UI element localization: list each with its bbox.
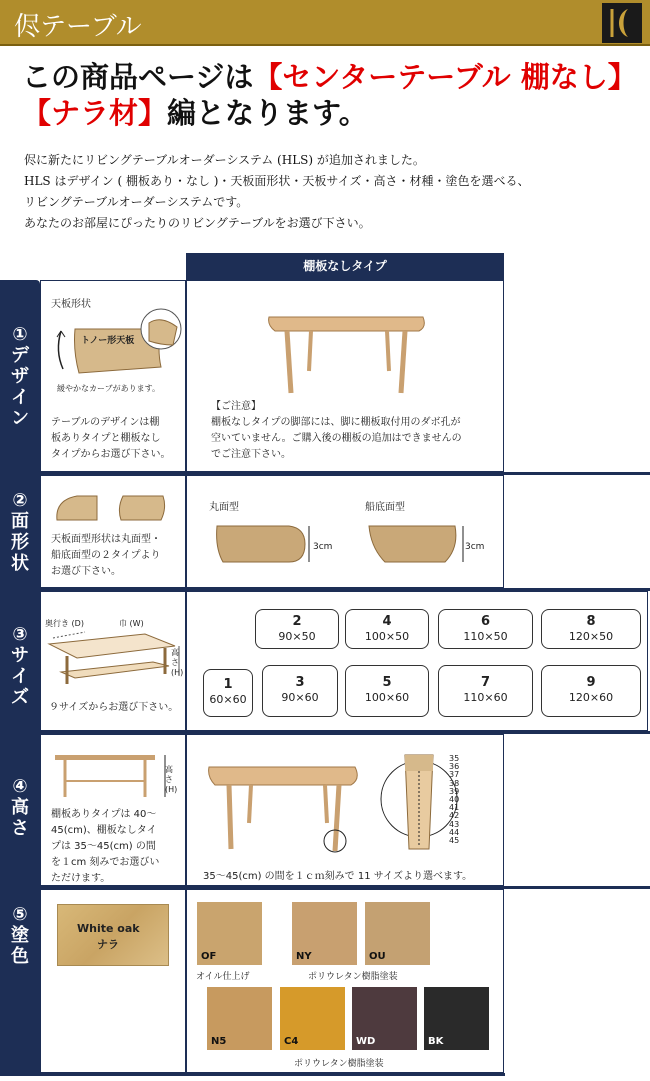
edge-left-panel xyxy=(40,475,186,588)
edge-note: 天板面型形状は丸面型・ 船底面型の２タイプより お選び下さい。 xyxy=(51,534,161,577)
poly-finish-label-2: ポリウレタン樹脂塗装 xyxy=(294,1059,384,1069)
intro-text xyxy=(24,150,634,234)
size-option[interactable]: 8 120×50 xyxy=(541,609,641,649)
height-caption: 35～45(cm) の間を１ｃｍ刻みで 11 サイズより選べます。 xyxy=(203,871,473,882)
header-title: 侭テーブル xyxy=(14,12,142,42)
design-note: テーブルのデザインは棚 板ありタイプと棚板なし タイプからお選び下さい。 xyxy=(51,417,171,460)
swatch-n5[interactable]: N5 xyxy=(207,987,272,1050)
headline-line2 xyxy=(22,96,368,130)
column-header: 棚板なしタイプ xyxy=(186,253,504,280)
size-option[interactable]: 4 100×50 xyxy=(345,609,429,649)
round-edge-dim: 3cm xyxy=(313,542,333,552)
headline-product: 【センターテーブル 棚なし】 xyxy=(253,60,637,94)
section-tab-height: ④ 高 さ xyxy=(11,776,29,839)
intro-line: リビングテーブルオーダーシステムです。 xyxy=(24,195,249,209)
torno-label: トノー形天板 xyxy=(81,336,135,346)
round-edge-label: 丸面型 xyxy=(209,502,239,513)
swatch-bk[interactable]: BK xyxy=(424,987,489,1050)
size-option[interactable]: 3 90×60 xyxy=(262,665,338,717)
leg-scale-illustration xyxy=(379,745,459,859)
white-oak-sample xyxy=(57,904,169,966)
intro-line: HLS はデザイン ( 棚板あり・なし )・天板面形状・天板サイズ・高さ・材種・塗色を選べる、 xyxy=(24,174,530,188)
size-diagram xyxy=(45,626,183,688)
section-divider xyxy=(0,1073,505,1076)
design-right-panel xyxy=(186,280,504,472)
oil-finish-label: オイル仕上げ xyxy=(196,972,250,982)
size-note: ９サイズからお選び下さい。 xyxy=(49,702,179,713)
headline-material: 【ナラ材】 xyxy=(22,96,168,130)
wood-name-jp: ナラ xyxy=(97,938,119,951)
curve-note: 緩やかなカーブがあります。 xyxy=(57,384,160,393)
finish-left-panel xyxy=(40,889,186,1073)
top-shape-label: 天板形状 xyxy=(51,299,91,310)
size-option[interactable]: 6 110×50 xyxy=(438,609,533,649)
swatch-wd[interactable]: WD xyxy=(352,987,417,1050)
height-label: 高さ(H) xyxy=(171,648,184,677)
headline-line1 xyxy=(22,60,637,94)
intro-line: あなたのお部屋にぴったりのリビングテーブルをお選び下さい。 xyxy=(24,216,371,230)
height-note: 棚板ありタイプは 40～ 45(cm)、棚板なしタイ プは 35～45(cm) の間 を１cm 刻みでお選びい ただけます。 xyxy=(51,809,160,884)
leg-scale-labels: 35 36 37 38 39 40 41 42 43 44 45 xyxy=(449,754,460,846)
depth-label: 奥行き (D) xyxy=(45,619,84,628)
size-option[interactable]: 1 60×60 xyxy=(203,669,253,717)
wood-name-en: White oak xyxy=(77,922,140,935)
section-tab-design: ① デ ザ イ ン xyxy=(11,324,29,429)
section-tab-edge: ② 面 形 状 xyxy=(11,490,29,574)
height-diagram xyxy=(51,751,171,801)
boat-edge-label: 船底面型 xyxy=(365,502,405,513)
width-label: 巾 (W) xyxy=(119,619,144,628)
header-bar xyxy=(0,0,650,46)
size-option[interactable]: 9 120×60 xyxy=(541,665,641,717)
edge-profile-illustration xyxy=(51,494,181,522)
height-left-panel xyxy=(40,734,186,886)
boat-edge-illustration xyxy=(365,518,465,568)
section-tab-finish: ⑤ 塗 色 xyxy=(11,904,29,967)
edge-right-panel xyxy=(186,475,504,588)
size-left-panel xyxy=(40,591,186,731)
caution-text: 棚板なしタイプの脚部には、脚に棚板取付用のダボ孔が 空いていません。ご購入後の棚板の追加はできませんの でご注意下さい。 xyxy=(211,417,462,460)
height-label: 高さ(H) xyxy=(165,765,178,794)
table-height-illustration xyxy=(205,759,375,869)
brand-logo-icon xyxy=(602,3,642,43)
size-option[interactable]: 2 90×50 xyxy=(255,609,339,649)
intro-line: 侭に新たにリビングテーブルオーダーシステム (HLS) が追加されました。 xyxy=(24,153,425,167)
design-left-panel xyxy=(40,280,186,472)
size-option[interactable]: 7 110×60 xyxy=(438,665,533,717)
headline-suffix: 編となります。 xyxy=(167,96,368,130)
table-illustration xyxy=(263,307,433,407)
size-option[interactable]: 5 100×60 xyxy=(345,665,429,717)
caution-title: 【ご注意】 xyxy=(211,401,261,412)
swatch-c4[interactable]: C4 xyxy=(280,987,345,1050)
section-tab-size: ③ サ イ ズ xyxy=(11,624,29,708)
poly-finish-label: ポリウレタン樹脂塗装 xyxy=(308,972,398,982)
swatch-ny[interactable]: NY xyxy=(292,902,357,965)
swatch-of[interactable]: OF xyxy=(197,902,262,965)
headline-prefix: この商品ページは xyxy=(22,60,254,94)
height-right-panel xyxy=(186,734,504,886)
swatch-ou[interactable]: OU xyxy=(365,902,430,965)
round-edge-illustration xyxy=(213,518,313,568)
boat-edge-dim: 3cm xyxy=(465,542,485,552)
